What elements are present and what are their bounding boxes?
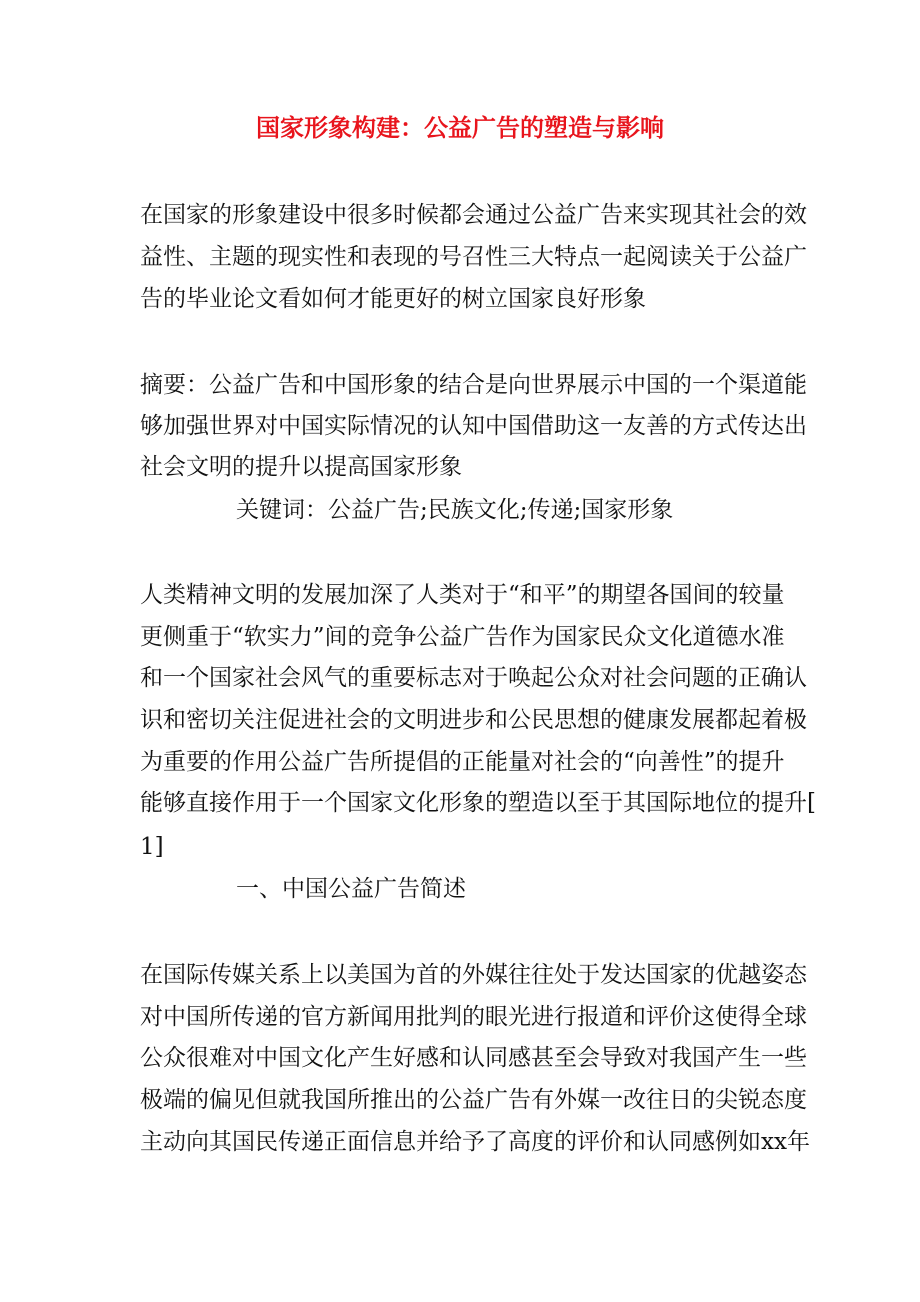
body-line: 在国际传媒关系上以美国为首的外媒往往处于发达国家的优越姿态 [140,962,807,988]
abstract-line: 社会文明的提升以提高国家形象 [140,454,462,480]
body-line: 对中国所传递的官方新闻用批判的眼光进行报道和评价这使得全球 [140,1004,807,1030]
body-line: 更侧重于“软实力”间的竞争公益广告作为国家民众文化道德水准 [140,624,785,650]
body-line: 公众很难对中国文化产生好感和认同感甚至会导致对我国产生一些 [140,1045,807,1071]
body-line: 人类精神文明的发展加深了人类对于“和平”的期望各国间的较量 [140,582,785,608]
body-line: 1] [140,834,164,860]
body-line: 识和密切关注促进社会的文明进步和公民思想的健康发展都起着极 [140,707,807,733]
section-heading: 一、中国公益广告简述 [236,876,466,902]
body-line: 主动向其国民传递正面信息并给予了高度的评价和认同感例如xx年 [140,1129,810,1155]
intro-line: 益性、主题的现实性和表现的号召性三大特点一起阅读关于公益广 [140,244,807,270]
keywords: 关键词：公益广告;民族文化;传递;国家形象 [236,497,674,523]
document-title: 国家形象构建：公益广告的塑造与影响 [256,113,664,142]
body-line: 能够直接作用于一个国家文化形象的塑造以至于其国际地位的提升[ [140,790,816,816]
abstract-line: 够加强世界对中国实际情况的认知中国借助这一友善的方式传达出 [140,413,807,439]
body-line: 极端的偏见但就我国所推出的公益广告有外媒一改往日的尖锐态度 [140,1087,807,1113]
body-line: 和一个国家社会风气的重要标志对于唤起公众对社会问题的正确认 [140,665,807,691]
intro-line: 告的毕业论文看如何才能更好的树立国家良好形象 [140,286,646,312]
intro-line: 在国家的形象建设中很多时候都会通过公益广告来实现其社会的效 [140,202,807,228]
abstract-line: 摘要：公益广告和中国形象的结合是向世界展示中国的一个渠道能 [140,372,807,398]
body-line: 为重要的作用公益广告所提倡的正能量对社会的“向善性”的提升 [140,749,785,775]
